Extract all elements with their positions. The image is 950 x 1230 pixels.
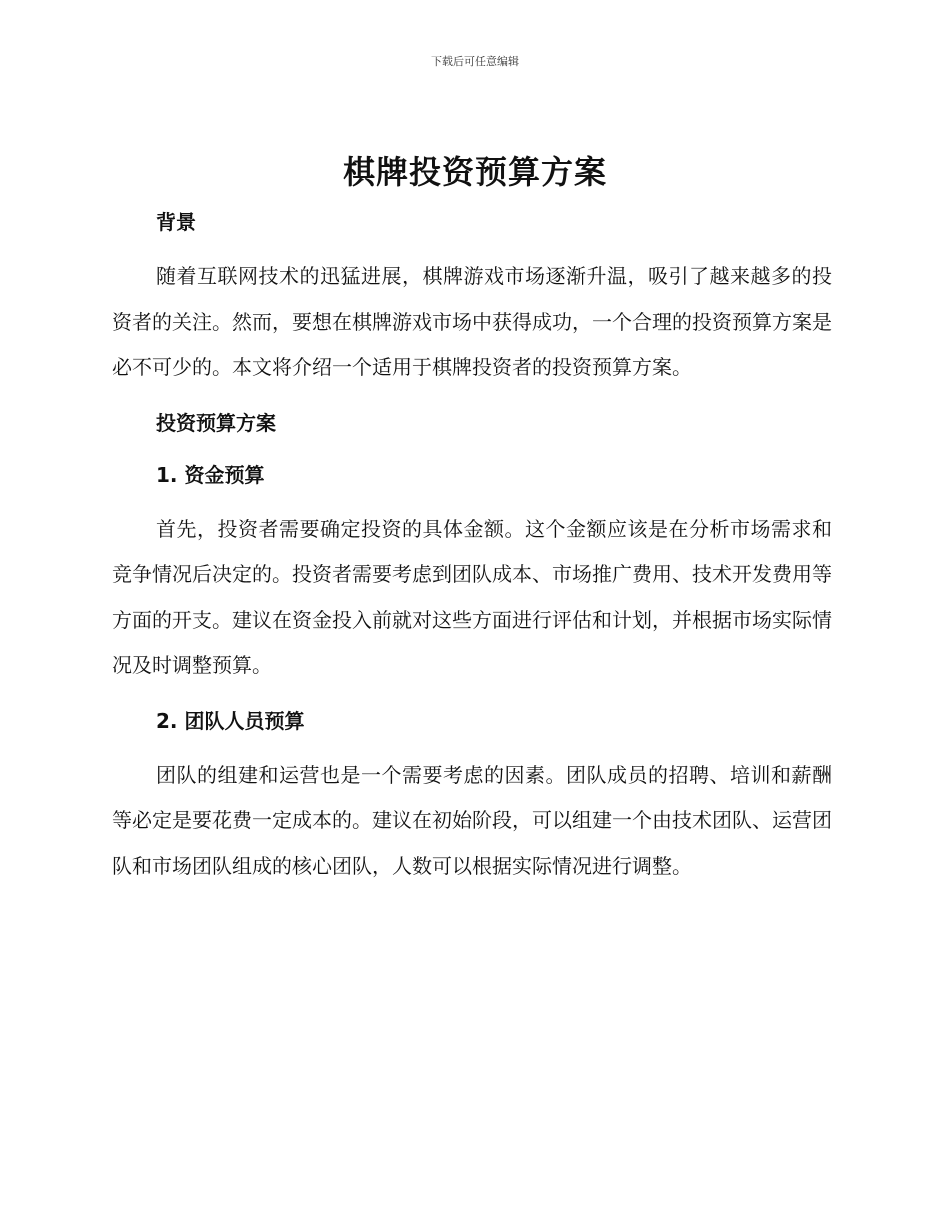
paragraph-fund: 首先，投资者需要确定投资的具体金额。这个金额应该是在分析市场需求和竞争情况后决定的。投资者需要考虑到团队成本、市场推广费用、技术开发费用等方面的开支。建议在资金投入前就对这些方面进行评估和计划，并根据市场实际情况及时调整预算。 [112, 516, 832, 677]
section-heading-team: 2. 团队人员预算 [156, 708, 305, 733]
section-heading-fund: 1. 资金预算 [156, 462, 265, 487]
section-heading-plan: 投资预算方案 [156, 410, 276, 435]
header-note: 下载后可任意编辑 [431, 55, 519, 68]
section-heading-background: 背景 [156, 210, 196, 234]
paragraph-background: 随着互联网技术的迅猛进展，棋牌游戏市场逐渐升温，吸引了越来越多的投资者的关注。然而，要想在棋牌游戏市场中获得成功，一个合理的投资预算方案是必不可少的。本文将介绍一个适用于棋牌投资者的投资预算方案。 [112, 264, 832, 379]
document-title: 棋牌投资预算方案 [342, 153, 607, 191]
document-body [112, 202, 832, 889]
paragraph-team: 团队的组建和运营也是一个需要考虑的因素。团队成员的招聘、培训和薪酬等必定是要花费一定成本的。建议在初始阶段，可以组建一个由技术团队、运营团队和市场团队组成的核心团队，人数可以根据实际情况进行调整。 [112, 762, 832, 878]
